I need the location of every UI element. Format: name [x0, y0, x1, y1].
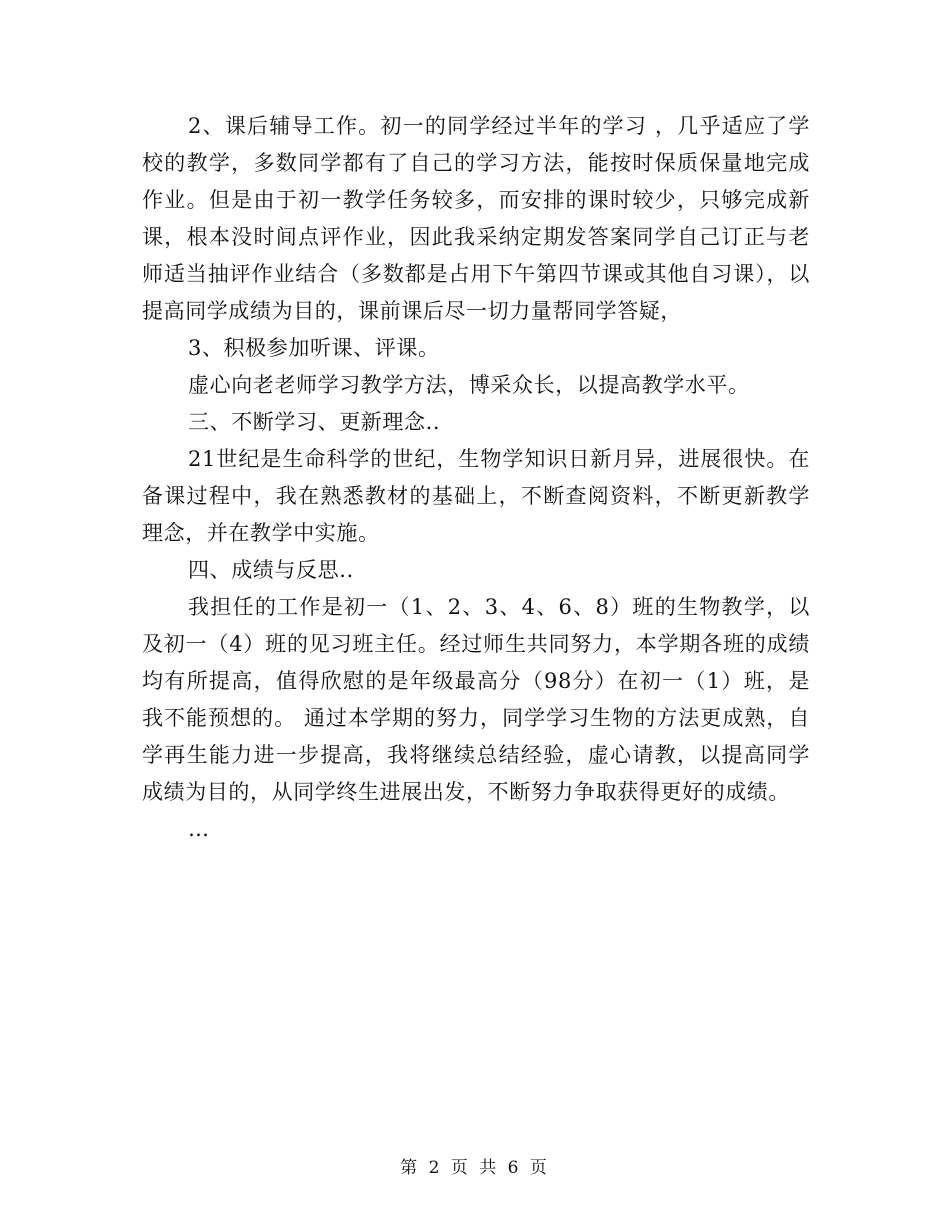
paragraph-learning-from-teachers: 虚心向老老师学习教学方法，博采众长，以提高教学水平。: [188, 373, 750, 397]
page-footer-number: 第 2 页 共 6 页: [400, 1158, 550, 1178]
ellipsis-continuation: …: [188, 817, 210, 841]
paragraph-lesson-observation: 3、积极参加听课、评课。: [188, 336, 440, 360]
section-heading-continuous-learning: 三、不断学习、更新理念..: [188, 410, 441, 434]
section-heading-results-reflection: 四、成绩与反思..: [188, 558, 354, 582]
paragraph-work-results: 我担任的工作是初一（1、2、3、4、6、8）班的生物教学，以及初一（4）班的见习班主任。经过师生共同努力，本学期各班的成绩均有所提高，值得欣慰的是年级最高分（98分）在初一（1）班，是我不能预想的。 通过本学期的努力，同学学习生物的方法更成熟，自学再生能力进一步提高，我将继续总结经验，虚心请教，以提高同学成绩为目的，从同学终生进展出发，不断努力争取获得更好的成绩。: [142, 595, 810, 804]
paragraph-life-science-century: 21世纪是生命科学的世纪，生物学知识日新月异，进展很快。在备课过程中，我在熟悉教材的基础上，不断查阅资料，不断更新教学理念，并在教学中实施。: [142, 447, 810, 545]
page-body: [142, 108, 810, 848]
paragraph-after-class-tutoring: 2、课后辅导工作。初一的同学经过半年的学习 ，几乎适应了学校的教学，多数同学都有了自己的学习方法，能按时保质保量地完成作业。但是由于初一教学任务较多，而安排的课时较少，只够完成新课，根本没时间点评作业，因此我采纳定期发答案同学自己订正与老师适当抽评作业结合（多数都是占用下午第四节课或其他自习课），以提高同学成绩为目的，课前课后尽一切力量帮同学答疑，: [142, 114, 810, 323]
